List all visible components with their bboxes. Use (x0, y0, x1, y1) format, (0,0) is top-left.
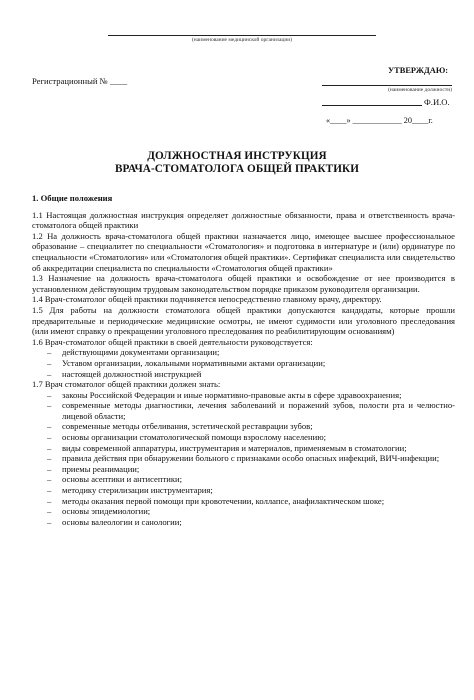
org-name-line (108, 35, 376, 36)
signature-line (322, 105, 422, 106)
list-item: – правила действия при обнаружении больного с признаками особо опасных инфекций, ВИЧ-инфекции; (32, 453, 455, 464)
position-caption: (наименование должности) (388, 87, 452, 93)
list-item: – основы организации стоматологической помощи взрослому населению; (32, 432, 455, 443)
paragraph-1-6: 1.6 Врач-стоматолог общей практики в своей деятельности руководствуется: (32, 336, 313, 347)
list-item: – современные методы отбеливания, эстетической реставрации зубов; (32, 421, 455, 432)
org-name-caption: (наименование медицинской организации) (191, 37, 293, 43)
list-1-7 (32, 390, 455, 528)
paragraph-1-3: 1.3 Назначение на должность врача-стоматолога общей практики и освобождение от нее производится в установленном действующим трудовым законодательством порядке приказом руководителя организации. (32, 273, 455, 294)
paragraph-1-5: 1.5 Для работы на должности стоматолога общей практики допускаются кандидаты, которые прошли предварительные и периодические медицинские осмотры, не имеют судимости или уголовного преследования (или имеют справку о прекращении уголовного преследования по реабилитирующим основаниям) (32, 304, 455, 337)
list-item: – настоящей должностной инструкцией (32, 369, 455, 380)
document-title-line2: ВРАЧА-СТОМАТОЛОГА ОБЩЕЙ ПРАКТИКИ (114, 163, 360, 175)
position-line (322, 85, 452, 86)
list-item: – основы эпидемиологии; (32, 506, 455, 517)
paragraph-1-4: 1.4 Врач-стоматолог общей практики подчиняется непосредственно главному врачу, директору. (32, 294, 382, 305)
registration-number-label: Регистрационный № ____ (32, 76, 128, 86)
list-item: – Уставом организации, локальными нормативными актами организации; (32, 358, 455, 369)
list-item: – виды современной аппаратуры, инструментария и материалов, применяемым в стоматологии; (32, 443, 455, 454)
document-title-line1: ДОЛЖНОСТНАЯ ИНСТРУКЦИЯ (147, 150, 327, 162)
section-general-provisions (32, 193, 455, 527)
list-item: – методику стерилизации инструментария; (32, 485, 455, 496)
section-heading: 1. Общие положения (32, 193, 113, 203)
list-item: – действующими документами организации; (32, 347, 455, 358)
paragraph-1-7: 1.7 Врач стоматолог общей практики должен знать: (32, 379, 221, 390)
list-item: – законы Российской Федерации и иные нормативно-правовые акты в сфере здравоохранения; (32, 390, 455, 401)
paragraph-1-2: 1.2 На должность врача-стоматолога общей практики назначается лицо, имеющее высшее профессиональное образование – специалитет по специальности «Стоматология» и подготовка в интернатуре и (или) ординатуре по специальности «Стоматология» или «Стоматология общей практики». Сертификат специалиста или свидетельство об аккредитации специалиста по специальности «Стоматология общей практики» (32, 230, 455, 273)
list-item: – основы валеологии и санологии; (32, 517, 455, 528)
approve-label: УТВЕРЖДАЮ: (388, 66, 449, 75)
approval-date-line: «____» ____________ 20____г. (326, 116, 433, 125)
fio-label: Ф.И.О. (424, 97, 450, 107)
list-item: – основы асептики и антисептики; (32, 474, 455, 485)
paragraph-1-1: 1.1 Настоящая должностная инструкция определяет должностные обязанности, права и ответственность врача-стоматолога общей практики (32, 209, 455, 231)
list-1-6 (32, 347, 455, 379)
list-item: – приемы реанимации; (32, 464, 455, 475)
list-item: – современные методы диагностики, лечения заболеваний и поражений зубов, полости рта и челюстно-лицевой области; (32, 400, 455, 421)
list-item: – методы оказания первой помощи при кровотечении, коллапсе, анафилактическом шоке; (32, 496, 455, 507)
